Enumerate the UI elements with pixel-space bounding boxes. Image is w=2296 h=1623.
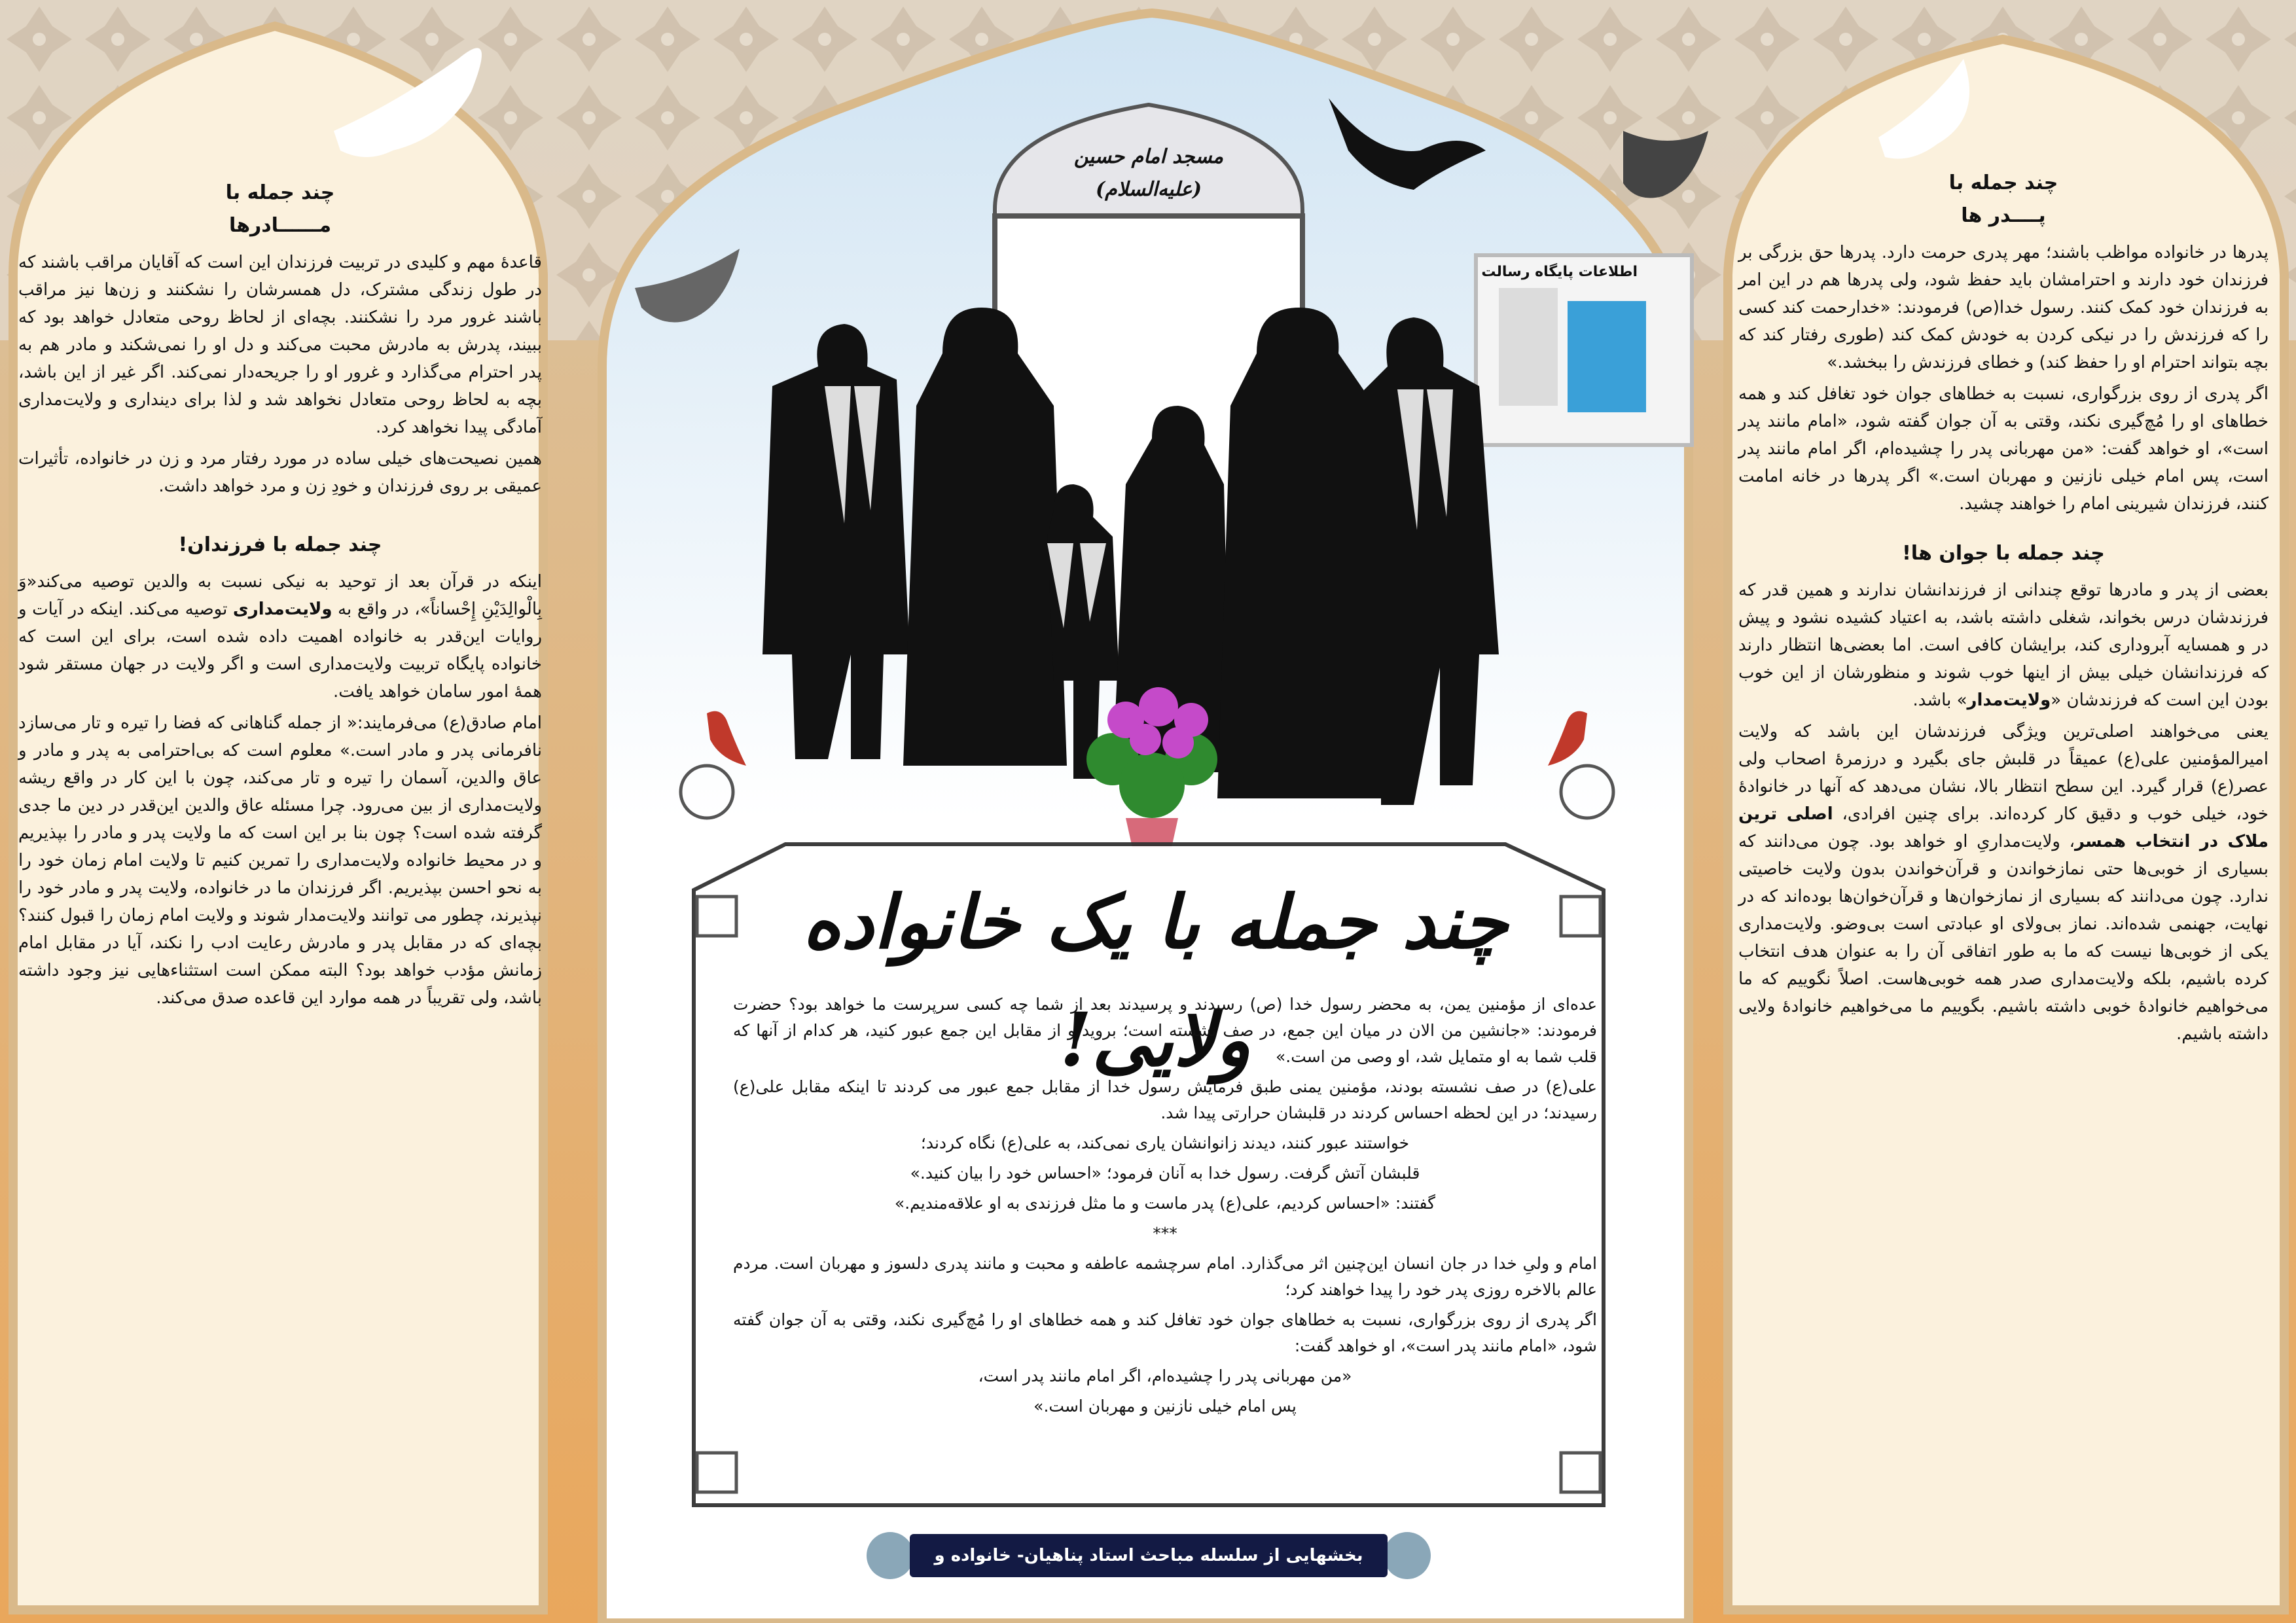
mosque-sign: مسجد امام حسین (علیه‌السلام) bbox=[1073, 145, 1224, 201]
center-paragraph-2: علی(ع) در صف نشسته بودند، مؤمنین یمنی طبق فرمایش رسول خدا از مقابل جمع عبور می کردند تا اینکه مقابل علی(ع) رسیدند؛ در این لحظه احساس کردند در قلبشان حرارتی پیدا شد. bbox=[733, 1077, 1597, 1122]
mothers-heading-line1: چند جمله با bbox=[225, 181, 335, 204]
children-paragraph-2: امام صادق(ع) می‌فرمایند:« از جمله گناهانی که فضا را تیره و تار می‌سازد نافرمانی پدر و مادر است.» معلوم است که بی‌احترامی به پدر و مادر و عاق والدین، آسمان را تیره و تار می‌کند، چون با این کار در واقع ریشه ولایت‌مداری از بین می‌رود. چرا مسئله عاق والدین این‌قدر در دین ما جدی گرفته شده است؟ چون بنا بر این است که ما ولایت پدر و مادر را بپذیریم و در محیط خانواده ولایت‌مداری را تمرین کنیم تا ولایت امام زمان خود را به نحو احسن بپذیریم. اگر فرزندان ما در خانواده، ولایت پدر و مادر خود را نپذیرند، چطور می توانند ولایت‌مدار شوند و ولایت امام زمان را قبول کنند؟ بچه‌ای که در مقابل پدر و مادرش رعایت ادب را نکند، آیا در مقابل امام زمانش مؤدب خواهد بود؟ البته ممکن است استثناءهایی نیز وجود داشته باشد، ولی تقریباً در همه موارد این قاعده صدق می‌کند. bbox=[18, 713, 542, 1008]
youth-heading: چند جمله با جوان ها! bbox=[1902, 542, 2105, 565]
mothers-heading bbox=[18, 177, 542, 242]
center-paragraph-4: قلبشان آتش گرفت. رسول خدا به آنان فرمود؛ «احساس خود را بیان کنید.» bbox=[910, 1164, 1420, 1183]
center-paragraph-9: پس امام خیلی نازنین و مهربان است.» bbox=[1033, 1397, 1297, 1416]
fathers-heading-line2: پــــدر ها bbox=[1961, 204, 2046, 227]
center-paragraph-3: خواستند عبور کنند، دیدند زانوانشان یاری نمی‌کند، به علی(ع) نگاه کردند؛ bbox=[920, 1133, 1410, 1152]
children-p1-bold: ولایت‌مداری bbox=[232, 599, 332, 619]
fathers-paragraph-1: پدرها در خانواده مواظب باشند؛ مهر پدری حرمت دارد. پدرها حق بزرگی بر فرزندان خود دارند و احترامشان باید حفظ شود، ولی پدرها هم در این امر به فرزندان خود کمک کنند. رسول خدا(ص) فرمودند: «خدارحمت کند کسی را که فرزندش را در نیکی کردن به خودش کمک کند (طوری رفتار کند که بچه بتواند احترام او را حفظ کند) و خطای فرزندش را ببخشد.» bbox=[1738, 243, 2269, 372]
right-column bbox=[1738, 167, 2269, 1574]
center-body bbox=[733, 991, 1597, 1419]
children-p1-b: توصیه می‌کند. اینکه در آیات و روایات این‌قدر به خانواده اهمیت داده شده است، برای این است که خانواده پایگاه تربیت ولایت‌مداری است و اگر ولایت در جهان مستقر شود همۀ امور سامان خواهد یافت. bbox=[18, 599, 542, 702]
center-paragraph-5: گفتند: «احساس کردیم، علی(ع) پدر ماست و ما مثل فرزندی به او علاقه‌مندیم.» bbox=[894, 1194, 1436, 1213]
youth-paragraph-2 bbox=[1738, 718, 2269, 1048]
separator-stars: *** bbox=[1153, 1224, 1177, 1243]
center-paragraph-1: عده‌ای از مؤمنین یمن، به محضر رسول خدا (ص) رسیدند و پرسیدند بعد از شما چه کسی سرپرست ما خواهد بود؟ حضرت فرمودند: «جانشین من الان در میان این جمع، در صف نشسته است؛ بروید و از مقابل این جمع عبور کنید، هر کدام از آنها که قلب شما به او متمایل شد، او وصی من است.» bbox=[733, 995, 1597, 1066]
footer-ornament-right bbox=[1384, 1532, 1431, 1579]
children-p1-a: اینکه در قرآن بعد از توحید به نیکی نسبت به والدین توصیه می‌کند«وَ بِالْوالِدَیْنِ إِحْساناً»، در واقع به bbox=[18, 572, 542, 619]
footer-credit: بخشهایی از سلسله مباحث استاد پناهیان- خانواده و تربیت bbox=[910, 1534, 1388, 1577]
fathers-heading-line1: چند جمله با bbox=[1948, 171, 2058, 194]
mothers-paragraph-1: قاعدۀ مهم و کلیدی در تربیت فرزندان این است که آقایان مراقب باشند که در طول زندگی مشترک، دل همسرشان را نشکنند و زن‌ها نیز مراقب باشند غرور مرد را نشکنند. بچه‌ای از لحاظ روحی متعادل خواهد بود که ببیند، پدرش به مادرش محبت می‌کند و دل او را نمی‌شکند و مادر هم به پدر احترام می‌گذارد و غرور او را جریحه‌دار نمی‌کند. اگر غیر از این باشد، بچه به لحاظ روحی متعادل نخواهد شد و لذا برای دینداری و ولایت‌مداری آمادگی پیدا نخواهد کرد. bbox=[18, 253, 542, 437]
left-column bbox=[18, 177, 542, 1564]
fathers-paragraph-2: اگر پدری از روی بزرگواری، نسبت به خطاهای جوان خود تغافل کند و همه خطاهای او را مُچ‌گیری نکند، وقتی به آن جوان گفته شود، «امام مانند پدر است»، او خواهد گفت: «من مهربانی پدر را چشیده‌ام، اگر امام مانند پدر است، پس امام خیلی نازنین و مهربان است.» اگر پدرها در خانه امامت کنند، فرزندان شیرینی امام را خواهند چشید. bbox=[1738, 384, 2269, 514]
board-title: اطلاعات پایگاه رسالت bbox=[1481, 264, 1638, 280]
children-heading: چند جمله با فرزندان! bbox=[178, 533, 382, 556]
center-paragraph-6: امام و ولیِ خدا در جان انسان این‌چنین اثر می‌گذارد. امام سرچشمه عاطفه و محبت و مانند پدری دلسوز و مهربان است. مردم عالم بالاخره روزی پدر خود را پیدا خواهند کرد؛ bbox=[733, 1254, 1597, 1299]
fathers-heading bbox=[1738, 167, 2269, 232]
main-title: چند جمله با یک خانواده ولایی! bbox=[802, 880, 1508, 1083]
footer-ornament-left bbox=[867, 1532, 914, 1579]
youth-p2-b: ، ولایت‌مداریِ او خواهد بود. چون می‌دانند که بسیاری از خوبی‌ها حتی نمازخواندن و قرآن‌خواندن بدون ولایت خاصیتی ندارد. چون می‌دانند که بسیاری از نمازخوان‌ها و قرآن‌خوان‌ها بوده‌اند که در نهایت، جهنمی شده‌اند. نماز بی‌ولای او عبادتی است بی‌وضو. ولایت‌مداری یکی از خوبی‌ها نیست که ما به طور اتفاقی آن را به عنوان هدف انتخاب کرده باشیم، بلکه ولایت‌مداری صدر همه خوبی‌هاست. اصلاً نگوییم که ما می‌خواهیم خانوادۀ خوبی داشته باشیم. بگوییم ما می‌خواهیم خانوادۀ ولایی داشته باشیم. bbox=[1738, 832, 2269, 1044]
mothers-heading-line2: مــــــادرها bbox=[228, 214, 332, 237]
youth-p1-bold: ولایت‌مدار bbox=[1967, 690, 2051, 710]
mothers-paragraph-2: همین نصیحت‌های خیلی ساده در مورد رفتار مرد و زن در خانواده، تأثیرات عمیقی بر روی فرزندان و خودِ زن و مرد خواهد داشت. bbox=[18, 449, 542, 496]
youth-p1-a: بعضی از پدر و مادرها توقع چندانی از فرزندانشان ندارند و همین قدر که فرزندشان درس بخواند، شغلی داشته باشد، به اعتیاد کشیده نشود و پیش در و همسایه آبروداری کند، برایشان کافی است. اما بعضی‌ها انتظار دارند که فرزندانشان خیلی بیش از اینها خوب شوند و منظورشان از این خوب بودن این است که فرزندشان « bbox=[1738, 580, 2269, 710]
youth-paragraph-1 bbox=[1738, 577, 2269, 714]
children-paragraph-1 bbox=[18, 568, 542, 705]
youth-p2-bold: اصلی ترین ملاک در انتخاب همسر bbox=[1738, 804, 2269, 851]
center-paragraph-8: «من مهربانی پدر را چشیده‌ام، اگر امام مانند پدر است، bbox=[978, 1366, 1352, 1385]
youth-p1-b: » باشد. bbox=[1912, 690, 1967, 710]
center-paragraph-7: اگر پدری از روی بزرگواری، نسبت به خطاهای جوان خود تغافل کند و همه خطاهای او را مُچ‌گیری نکند، وقتی به آن جوان گفته شود، «امام مانند پدر است»، او خواهد گفت: bbox=[733, 1310, 1597, 1355]
youth-p2-a: یعنی می‌خواهند اصلی‌ترین ویژگی فرزندشان این باشد که ولایت امیرالمؤمنین علی(ع) عمیقاً در قلبش جای بگیرد و درزمرۀ اصحاب ولی عصر(ع) قرار گیرد. این سطح انتظار بالا، نشان می‌دهد که آنها در خانوادۀ خود، خیلی خوب و دقیق کار کرده‌اند. برای چنین افرادی، bbox=[1738, 722, 2269, 824]
